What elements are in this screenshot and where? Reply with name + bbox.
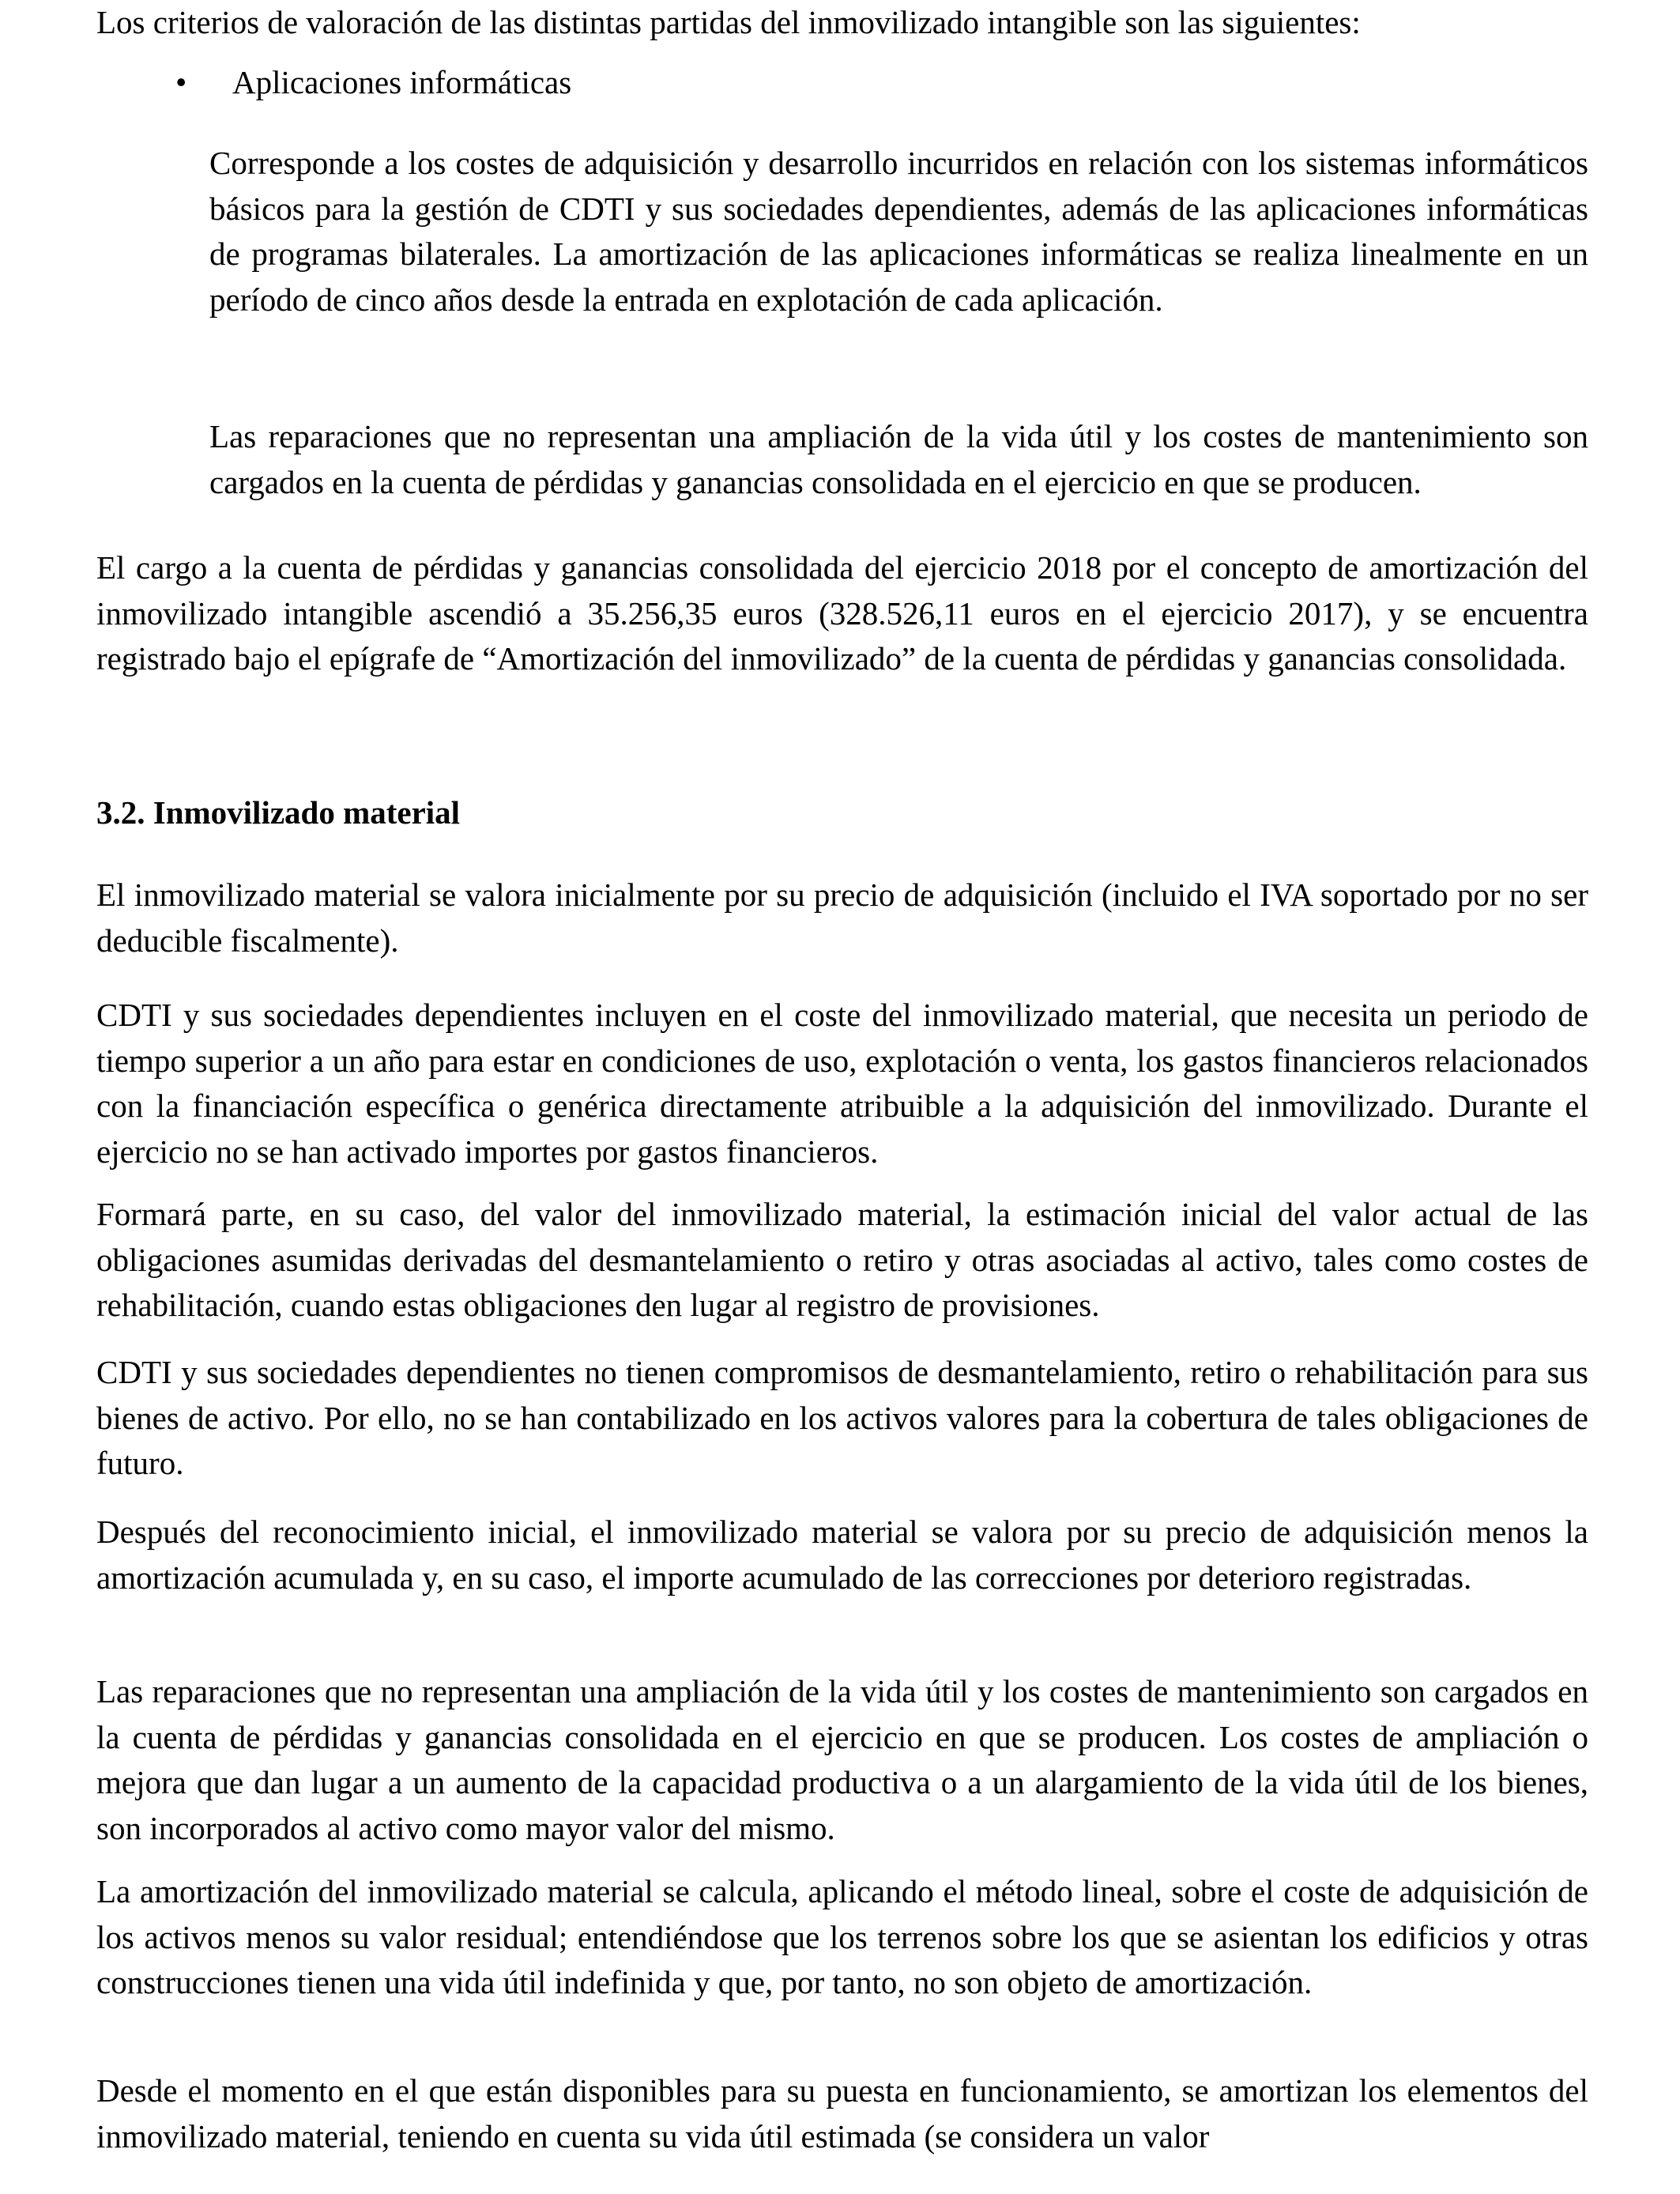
section-paragraph-4: CDTI y sus sociedades dependientes no tienen compromisos de desmantelamiento, retiro o rehabilitación para sus bienes de activo. Por ello, no se han contabilizado en los activos valores para la cobertura de tales obligaciones de futuro. — [96, 1354, 1588, 1481]
section-paragraph-7: La amortización del inmovilizado material se calcula, aplicando el método lineal, sobre el coste de adquisición de los activos menos su valor residual; entendiéndose que los terrenos sobre los que se asientan los edificios y otras construcciones tienen una vida útil indefinida y que, por tanto, no son objeto de amortización. — [96, 1873, 1588, 2000]
intro-paragraph: Los criterios de valoración de las distintas partidas del inmovilizado intangible son las siguientes: — [96, 4, 1361, 40]
bullet-paragraph-1: Corresponde a los costes de adquisición y desarrollo incurridos en relación con los sistemas informáticos básicos para la gestión de CDTI y sus sociedades dependientes, además de las aplicaciones informáticas de programas bilaterales. La amortización de las aplicaciones informáticas se realiza linealmente en un período de cinco años desde la entrada en explotación de cada aplicación. — [209, 145, 1588, 318]
section-paragraph-2: CDTI y sus sociedades dependientes incluyen en el coste del inmovilizado material, que necesita un periodo de tiempo superior a un año para estar en condiciones de uso, explotación o venta, los gastos financieros relacionados con la financiación específica o genérica directamente atribuible a la adquisición del inmovilizado. Durante el ejercicio no se han activado importes por gastos financieros. — [96, 997, 1588, 1170]
amortization-paragraph: El cargo a la cuenta de pérdidas y ganancias consolidada del ejercicio 2018 por el concepto de amortización del inmovilizado intangible ascendió a 35.256,35 euros (328.526,11 euros en el ejercicio 2017), y se encuentra registrado bajo el epígrafe de “Amortización del inmovilizado” de la cuenta de pérdidas y ganancias consolidada. — [96, 549, 1588, 677]
bullet-marker: • — [175, 64, 187, 100]
section-paragraph-3: Formará parte, en su caso, del valor del inmovilizado material, la estimación inicial del valor actual de las obligaciones asumidas derivadas del desmantelamiento o retiro y otras asociadas al activo, tales como costes de rehabilitación, cuando estas obligaciones den lugar al registro de provisiones. — [96, 1196, 1588, 1323]
section-heading: 3.2. Inmovilizado material — [96, 794, 461, 831]
section-paragraph-8: Desde el momento en el que están disponibles para su puesta en funcionamiento, se amortizan los elementos del inmovilizado material, teniendo en cuenta su vida útil estimada (se considera un valor — [96, 2072, 1588, 2154]
section-paragraph-5: Después del reconocimiento inicial, el inmovilizado material se valora por su precio de adquisición menos la amortización acumulada y, en su caso, el importe acumulado de las correcciones por deterioro registradas. — [96, 1514, 1588, 1596]
bullet-label: Aplicaciones informáticas — [232, 64, 572, 100]
section-paragraph-6: Las reparaciones que no representan una ampliación de la vida útil y los costes de mantenimiento son cargados en la cuenta de pérdidas y ganancias consolidada en el ejercicio en que se producen. Los costes de ampliación o mejora que dan lugar a un aumento de la capacidad productiva o a un alargamiento de la vida útil de los bienes, son incorporados al activo como mayor valor del mismo. — [96, 1673, 1588, 1846]
bullet-paragraph-2: Las reparaciones que no representan una ampliación de la vida útil y los costes de mantenimiento son cargados en la cuenta de pérdidas y ganancias consolidada en el ejercicio en que se producen. — [209, 418, 1588, 500]
section-paragraph-1: El inmovilizado material se valora inicialmente por su precio de adquisición (incluido el IVA soportado por no ser deducible fiscalmente). — [96, 876, 1588, 959]
